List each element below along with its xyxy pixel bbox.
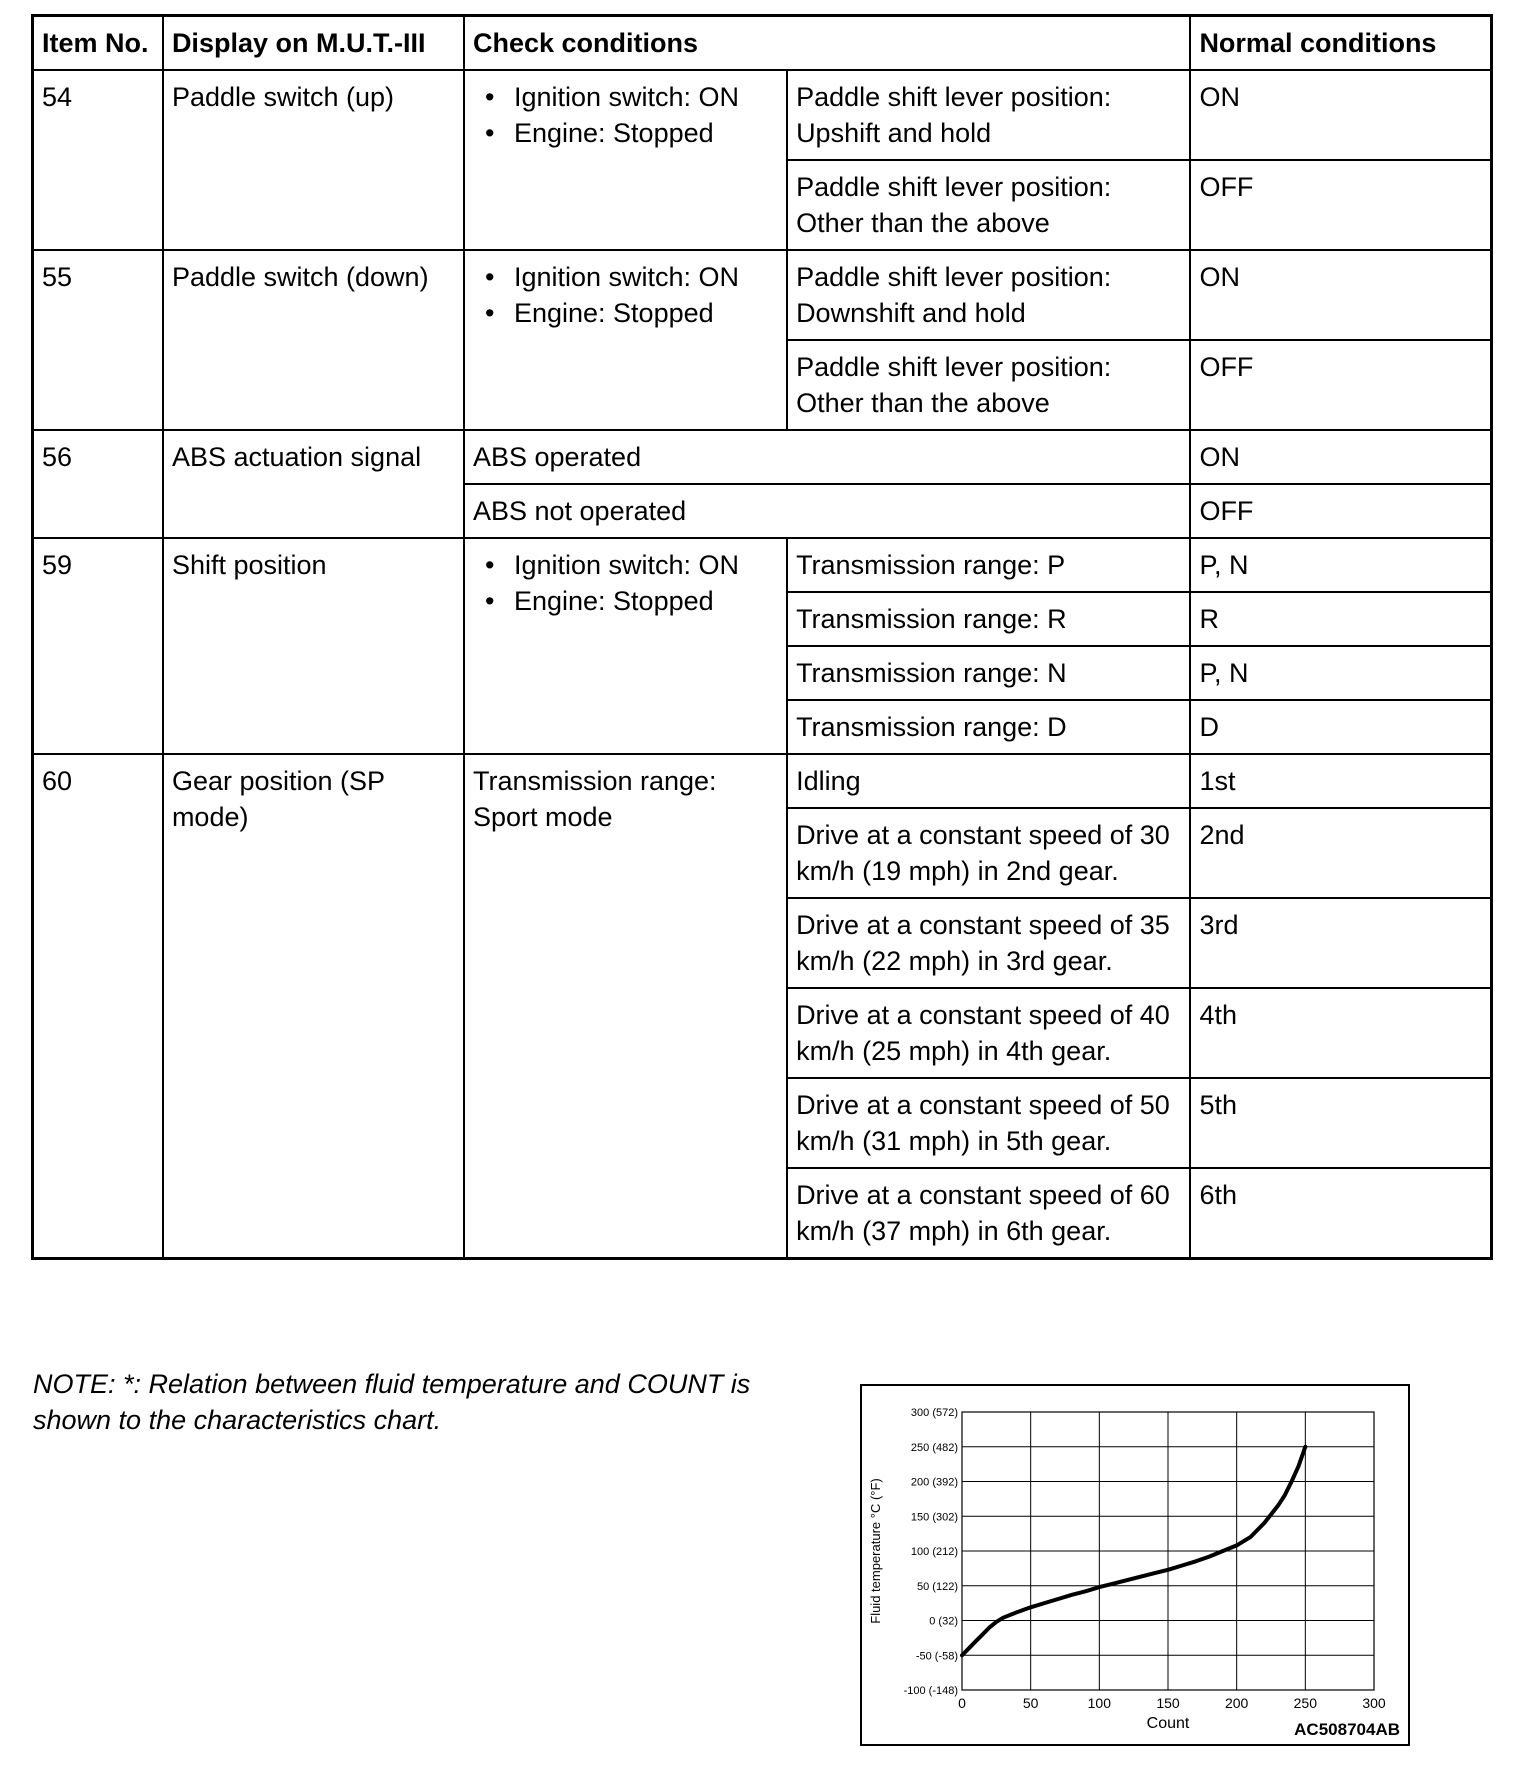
bullet-item: • Engine: Stopped	[473, 583, 780, 619]
table-row	[33, 430, 1492, 484]
sub-condition: Transmission range: R	[787, 592, 1190, 646]
display-name: Paddle switch (up)	[163, 70, 464, 250]
sub-condition: Idling	[787, 754, 1190, 808]
item-no: 55	[33, 250, 163, 430]
sub-condition: Transmission range: P	[787, 538, 1190, 592]
check-bullets	[464, 538, 787, 754]
table-row	[33, 538, 1492, 592]
y-tick-label: 150 (302)	[910, 1511, 958, 1524]
x-tick-label: 200	[1224, 1695, 1249, 1711]
characteristics-chart	[860, 1384, 1410, 1746]
x-tick-label: 250	[1293, 1695, 1318, 1711]
display-name: Shift position	[163, 538, 464, 754]
check-condition: Transmission range: Sport mode	[464, 754, 787, 1259]
y-tick-label: 0 (32)	[929, 1615, 958, 1628]
y-tick-label: 250 (482)	[910, 1441, 958, 1454]
header-display: Display on M.U.T.-III	[163, 16, 464, 71]
normal-value: P, N	[1190, 538, 1491, 592]
header-item-no: Item No.	[33, 16, 163, 71]
normal-value: OFF	[1190, 340, 1491, 430]
sub-condition: ABS operated	[464, 430, 1190, 484]
bullet-item: • Ignition switch: ON	[473, 79, 780, 115]
check-bullets	[464, 250, 787, 430]
x-tick-label: 50	[1022, 1695, 1039, 1711]
bullet-item: • Engine: Stopped	[473, 295, 780, 331]
normal-value: OFF	[1190, 160, 1491, 250]
normal-value: 1st	[1190, 754, 1491, 808]
y-tick-label: 200 (392)	[910, 1476, 958, 1489]
normal-value: ON	[1190, 430, 1491, 484]
normal-value: ON	[1190, 70, 1491, 160]
y-tick-label: -100 (-148)	[903, 1685, 958, 1697]
header-normal: Normal conditions	[1190, 16, 1491, 71]
item-no: 56	[33, 430, 163, 538]
x-tick-label: 150	[1156, 1695, 1180, 1711]
table-row	[33, 70, 1492, 160]
bullet-item: • Engine: Stopped	[473, 115, 780, 151]
sub-condition: Drive at a constant speed of 60 km/h (37 mph) in 6th gear.	[787, 1168, 1190, 1259]
item-no: 54	[33, 70, 163, 250]
normal-value: 2nd	[1190, 808, 1491, 898]
sub-condition: Transmission range: D	[787, 700, 1190, 754]
header-check: Check conditions	[464, 16, 1190, 71]
sub-condition: Paddle shift lever position: Other than the above	[787, 160, 1190, 250]
normal-value: 3rd	[1190, 898, 1491, 988]
sub-condition: Drive at a constant speed of 30 km/h (19 mph) in 2nd gear.	[787, 808, 1190, 898]
normal-value: ON	[1190, 250, 1491, 340]
header-row	[33, 16, 1492, 71]
y-tick-label: 100 (212)	[910, 1546, 958, 1558]
bullet-item: • Ignition switch: ON	[473, 547, 780, 583]
x-tick-label: 100	[1087, 1695, 1112, 1711]
sub-condition: Paddle shift lever position: Other than the above	[787, 340, 1190, 430]
display-name: Paddle switch (down)	[163, 250, 464, 430]
display-name: ABS actuation signal	[163, 430, 464, 538]
normal-value: D	[1190, 700, 1491, 754]
check-bullets	[464, 70, 787, 250]
sub-condition: Transmission range: N	[787, 646, 1190, 700]
bullet-item: • Ignition switch: ON	[473, 259, 780, 295]
sub-condition: Drive at a constant speed of 35 km/h (22 mph) in 3rd gear.	[787, 898, 1190, 988]
table-row	[33, 754, 1492, 808]
display-name: Gear position (SP mode)	[163, 754, 464, 1259]
y-tick-label: 300 (572)	[910, 1407, 958, 1419]
x-tick-label: 300	[1362, 1695, 1386, 1711]
y-tick-label: 50 (122)	[917, 1580, 958, 1593]
sub-condition: Paddle shift lever position: Downshift and hold	[787, 250, 1190, 340]
condition-table	[31, 14, 1493, 1260]
footnote: NOTE: *: Relation between fluid temperature and COUNT is shown to the characteristics chart.	[33, 1369, 751, 1435]
chart-svg	[862, 1386, 1408, 1744]
sub-condition: Drive at a constant speed of 40 km/h (25 mph) in 4th gear.	[787, 988, 1190, 1078]
table-row	[33, 250, 1492, 340]
figure-code: AC508704AB	[1294, 1720, 1400, 1739]
normal-value: 6th	[1190, 1168, 1491, 1259]
sub-condition: Paddle shift lever position: Upshift and hold	[787, 70, 1190, 160]
item-no: 59	[33, 538, 163, 754]
y-axis-label: Fluid temperature °C (°F)	[868, 1478, 883, 1624]
normal-value: R	[1190, 592, 1491, 646]
normal-value: P, N	[1190, 646, 1491, 700]
sub-condition: ABS not operated	[464, 484, 1190, 538]
y-tick-label: -50 (-58)	[915, 1650, 958, 1663]
item-no: 60	[33, 754, 163, 1259]
x-tick-label: 0	[958, 1695, 966, 1711]
normal-value: 4th	[1190, 988, 1491, 1078]
x-axis-label: Count	[1146, 1715, 1190, 1732]
normal-value: OFF	[1190, 484, 1491, 538]
normal-value: 5th	[1190, 1078, 1491, 1168]
sub-condition: Drive at a constant speed of 50 km/h (31 mph) in 5th gear.	[787, 1078, 1190, 1168]
